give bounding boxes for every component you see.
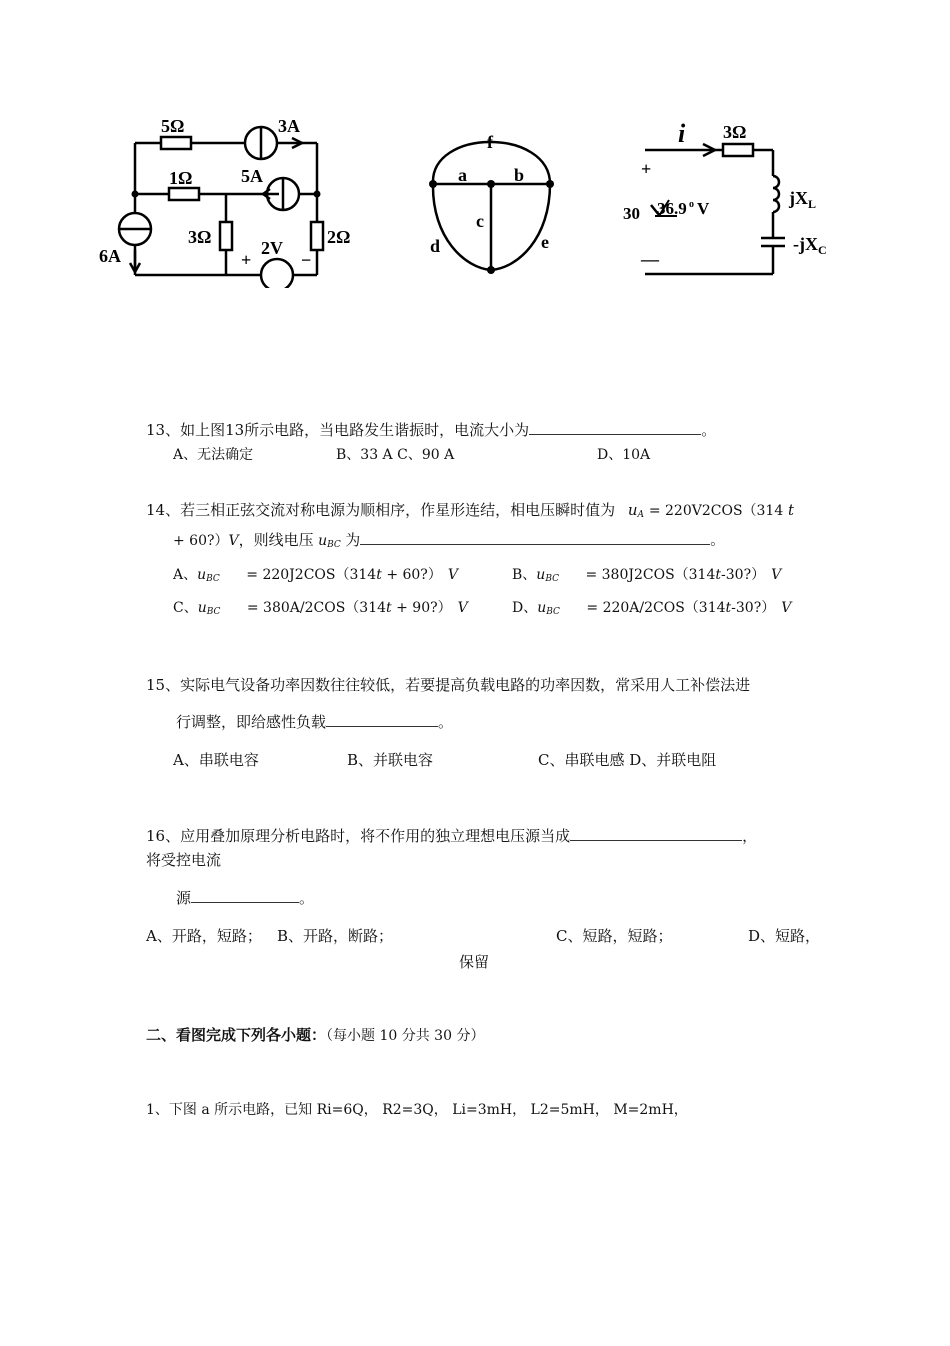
q14-opt-d-label: D、 [512,600,538,616]
q16-option-d[interactable]: D、短路， [748,927,821,945]
q16-answer-blank-2[interactable] [191,888,299,903]
current-label-6a: 6A [99,246,121,266]
question-16-line2: 将受控电流 [146,851,222,869]
q14-opt-d-u: u [537,600,547,616]
current-label-3a: 3A [278,116,300,136]
q14-opt-b-u: u [536,567,546,583]
q14-opt-a-label: A、 [173,567,198,583]
q16-option-a[interactable]: A、开路，短路； [146,927,262,945]
q14-answer-blank[interactable] [360,530,710,545]
q15-end: 。 [438,713,454,731]
q14-opt-c-expr: = 380A/2COS（314 [246,600,387,616]
minus-sign: − [301,250,312,270]
q16-comma: ， [742,827,758,845]
q15-option-b[interactable]: B、并联电容 [347,751,434,769]
circuit-figure-right [615,112,855,292]
q13-option-d[interactable]: D、10A [597,447,651,463]
q16-end: 。 [299,889,315,907]
resistor-label-2ohm: 2Ω [327,227,351,247]
q14-opt-c-t: t [386,600,392,616]
inductor-label-sub: L [808,197,817,211]
q14-opt-c-label: C、 [173,600,198,616]
caption-mask [0,288,950,308]
q14-line2-c: 为 [345,531,361,549]
q14-opt-d-t: t [725,600,732,616]
q14-opt-b-end: -30?） [721,567,766,583]
q14-opt-a-expr: = 220J2COS（314 [246,567,377,583]
q14-opt-c-end: + 90?） [396,600,452,616]
resistor-label-3ohm: 3Ω [188,227,212,247]
plus-sign-right: + [641,159,652,179]
section-2-heading [146,1025,484,1046]
resistor-label-1ohm: 1Ω [169,168,193,188]
q14-ubc: u [318,533,328,549]
q16-answer-blank-1[interactable] [570,826,742,841]
q14-opt-c-sub: BC [206,607,221,617]
inductor-label [788,188,816,211]
q14-opt-d-sub: BC [546,607,560,617]
question-16-line3 [176,888,314,908]
q14-ua-sub: A [637,510,645,520]
edge-label-f: f [487,132,493,152]
q14-opt-d-expr: = 220A/2COS（314 [586,600,726,616]
section-2-note: （每小题 10 分共 30 分） [326,1028,485,1044]
section-2-title: 二、看图完成下列各小题： [146,1026,327,1044]
q14-opt-b-v: V [771,567,782,583]
q14-opt-b-sub: BC [545,574,559,584]
current-label-i: i [678,119,686,148]
q14-opt-c-u: u [197,600,207,616]
question-15-line1: 15、实际电气设备功率因数往往较低，若要提高负载电路的功率因数，常采用人工补偿法进 [146,676,751,694]
q16-option-b[interactable]: B、开路，断路； [277,927,394,945]
q14-line2-a: + 60?） [173,533,229,549]
q16-option-d-cont: 保留 [459,953,490,971]
edge-label-e: e [541,232,549,252]
q14-option-a[interactable] [173,565,458,589]
q14-opt-d-v: V [781,600,792,616]
q14-opt-a-t: t [376,567,382,583]
q14-opt-a-sub: BC [206,574,220,584]
q14-opt-d-end: -30?） [731,600,776,616]
q14-opt-a-end: + 60?） [386,567,442,583]
q14-opt-b-t: t [715,567,722,583]
q15-option-c[interactable]: C、串联电感 D、并联电阻 [538,751,717,769]
degree-symbol: o [689,199,694,210]
resistor-label-3ohm-right: 3Ω [723,122,747,142]
question-13 [146,420,716,440]
question-14-line2 [173,530,724,555]
source-magnitude: 30 [623,204,640,223]
circuit-figure-left [95,110,370,295]
q14-opt-a-u: u [197,567,207,583]
question-15-line2 [176,712,453,732]
capacitor-label-main: -jX [793,234,818,254]
q16-line3-text: 源 [176,889,192,907]
current-label-5a: 5A [241,166,263,186]
q14-option-b[interactable] [512,565,781,589]
q14-line2-b: ，则线电压 [238,531,314,549]
q14-v: V [228,533,239,549]
q16-option-c[interactable]: C、短路，短路； [556,927,673,945]
inductor-label-main: jX [789,188,808,208]
source-unit: V [697,199,710,218]
q13-option-a[interactable]: A、无法确定 [173,447,254,463]
q14-ubc-sub: BC [327,540,341,550]
q13-end: 。 [701,421,717,439]
plus-sign: + [241,250,252,270]
q14-ua: u [627,501,638,519]
edge-label-d: d [430,236,441,256]
q14-option-d[interactable] [512,598,791,622]
q14-opt-b-label: B、 [512,567,537,583]
edge-label-c: c [476,211,484,231]
graph-figure-middle [420,118,570,293]
edge-label-b: b [514,165,525,185]
q14-opt-c-v: V [457,600,468,616]
q14-end: 。 [710,533,725,549]
q15-answer-blank[interactable] [326,712,438,727]
question-14-line1 [146,500,794,525]
capacitor-label [793,234,827,257]
edge-label-a: a [458,165,467,185]
capacitor-label-sub: C [818,243,827,257]
q14-t: t [788,501,795,519]
voltage-label-2v: 2V [261,238,283,258]
q15-option-a[interactable]: A、串联电容 [173,751,259,769]
minus-sign-right: — [641,249,659,269]
q14-option-c[interactable] [173,598,468,622]
q13-text: 13、如上图13所示电路，当电路发生谐振时，电流大小为 [146,421,530,439]
q14-line1-a: 14、若三相正弦交流对称电源为顺相序，作星形连结，相电压瞬时值为 [146,501,616,519]
source-angle: 36.9 [657,199,687,218]
question-2-1: 1、下图 a 所示电路，已知 Ri=6Q， R2=3Q， Li=3mH， L2=5mH， M=2mH， [146,1102,688,1118]
question-16-line1 [146,826,757,846]
q14-line1-b: = 220V2COS（314 [648,503,784,519]
q13-answer-blank[interactable] [529,420,701,435]
q14-opt-a-v: V [447,567,458,583]
q15-line2-text: 行调整，即给感性负载 [176,713,327,731]
resistor-label-5ohm: 5Ω [161,116,185,136]
q13-option-b[interactable]: B、33 A C、90 A [336,447,455,463]
q14-opt-b-expr: = 380J2COS（314 [585,567,716,583]
q16-line1-text: 16、应用叠加原理分析电路时，将不作用的独立理想电压源当成 [146,827,571,845]
